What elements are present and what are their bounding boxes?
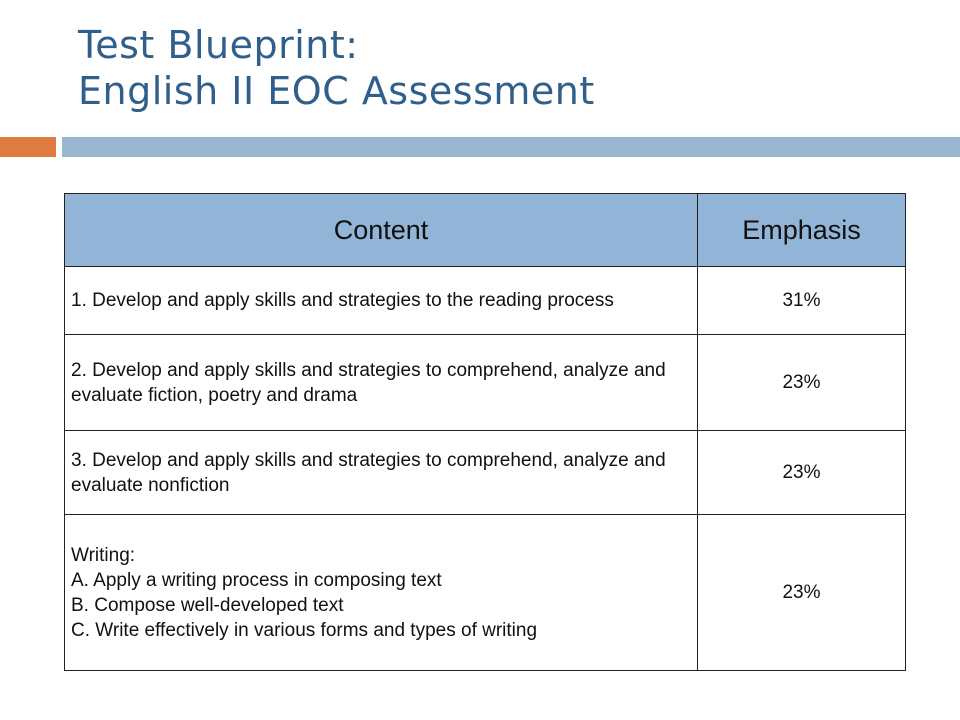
content-cell: Writing: A. Apply a writing process in composing text B. Compose well-developed text C. Write effectively in various forms and types of writing: [65, 515, 698, 671]
table-row: [65, 515, 906, 671]
content-cell: 2. Develop and apply skills and strategies to comprehend, analyze and evaluate fiction, poetry and drama: [65, 335, 698, 431]
content-cell: 3. Develop and apply skills and strategies to comprehend, analyze and evaluate nonfiction: [65, 431, 698, 515]
header-emphasis: Emphasis: [698, 194, 906, 267]
table-row: [65, 267, 906, 335]
table-header-row: [65, 194, 906, 267]
accent-bar-orange: [0, 137, 56, 157]
blueprint-table: [64, 193, 906, 671]
emphasis-cell: 23%: [698, 431, 906, 515]
accent-bar-blue: [62, 137, 960, 157]
table-row: [65, 431, 906, 515]
emphasis-cell: 31%: [698, 267, 906, 335]
header-content: Content: [65, 194, 698, 267]
content-cell: 1. Develop and apply skills and strategies to the reading process: [65, 267, 698, 335]
emphasis-cell: 23%: [698, 335, 906, 431]
title-line-1: Test Blueprint:: [78, 23, 359, 67]
table-row: [65, 335, 906, 431]
title-line-2: English II EOC Assessment: [78, 69, 595, 113]
emphasis-cell: 23%: [698, 515, 906, 671]
slide-title: [78, 22, 595, 114]
